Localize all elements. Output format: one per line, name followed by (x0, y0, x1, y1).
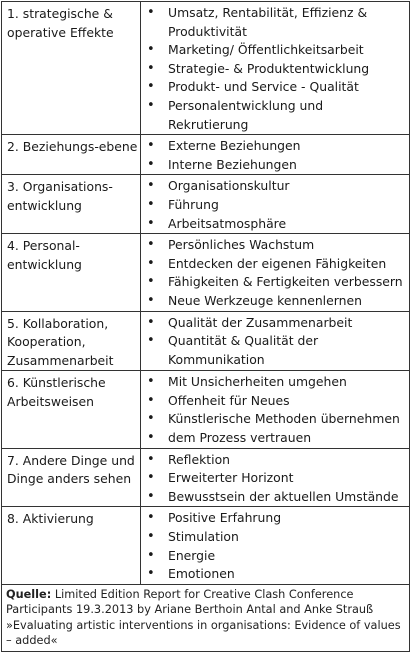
category-cell: 1. strategische & operative Effekte (2, 2, 141, 135)
list-item: • Externe Beziehungen (141, 137, 407, 156)
list-item: • Mit Unsicherheiten umgehen (141, 373, 407, 392)
category-cell: 8. Aktivierung (2, 507, 141, 584)
table-row-8 (2, 507, 410, 584)
list-item: • Marketing/ Öffentlichkeitsarbeit (141, 41, 407, 60)
list-item: • Umsatz, Rentabilität, Effizienz & Produktivität (141, 4, 407, 41)
list-item: • Neue Werkzeuge kennenlernen (141, 292, 407, 311)
list-item: • Erweiterter Horizont (141, 469, 407, 488)
category-cell: 6. Künstlerische Arbeitsweisen (2, 371, 141, 448)
list-item: • Persönliches Wachstum (141, 236, 407, 255)
items-cell (141, 371, 410, 448)
bullet-list (141, 4, 407, 134)
list-item: • Stimulation (141, 528, 407, 547)
source-row (2, 584, 410, 652)
table-row-5 (2, 311, 410, 371)
source-cell (2, 584, 410, 652)
source-label: Quelle: (6, 587, 52, 601)
category-cell: 2. Beziehungs-ebene (2, 135, 141, 175)
bullet-list (141, 451, 407, 507)
table-row-7 (2, 448, 410, 507)
effects-table-document (1, 1, 410, 652)
list-item: • Organisationskultur (141, 177, 407, 196)
list-item: • Personalentwicklung und Rekrutierung (141, 97, 407, 134)
list-item: • Positive Erfahrung (141, 509, 407, 528)
items-cell (141, 2, 410, 135)
list-item: • Emotionen (141, 565, 407, 584)
list-item: • Produkt- und Service - Qualität (141, 78, 407, 97)
items-cell (141, 175, 410, 234)
table-row-2 (2, 135, 410, 175)
bullet-list (141, 373, 407, 447)
category-cell: 7. Andere Dinge und Dinge anders sehen (2, 448, 141, 507)
table-row-6 (2, 371, 410, 448)
table-row-1 (2, 2, 410, 135)
list-item: • Entdecken der eigenen Fähigkeiten (141, 255, 407, 274)
bullet-list (141, 314, 407, 370)
category-cell: 4. Personal-entwicklung (2, 234, 141, 311)
list-item: • Führung (141, 196, 407, 215)
category-cell: 5. Kollaboration, Kooperation, Zusammenarbeit (2, 311, 141, 371)
bullet-list (141, 137, 407, 174)
bullet-list (141, 236, 407, 310)
items-cell (141, 448, 410, 507)
list-item: • dem Prozess vertrauen (141, 429, 407, 448)
bullet-list (141, 177, 407, 233)
list-item: • Künstlerische Methoden übernehmen (141, 410, 407, 429)
list-item: • Reflektion (141, 451, 407, 470)
items-cell (141, 311, 410, 371)
list-item: • Interne Beziehungen (141, 156, 407, 175)
list-item: • Energie (141, 547, 407, 566)
table-row-3 (2, 175, 410, 234)
list-item: • Quantität & Qualität der Kommunikation (141, 332, 407, 369)
items-cell (141, 507, 410, 584)
effects-table-body (2, 2, 410, 652)
list-item: • Offenheit für Neues (141, 392, 407, 411)
items-cell (141, 234, 410, 311)
table-row-4 (2, 234, 410, 311)
source-text: Limited Edition Report for Creative Clash Conference Participants 19.3.2013 by Ariane Berthoin Antal and Anke Strauß »Evaluating artistic interventions in organisations: Evidence of values – added« (6, 587, 401, 648)
items-cell (141, 135, 410, 175)
effects-table (1, 1, 410, 652)
list-item: • Strategie- & Produktentwicklung (141, 60, 407, 79)
list-item: • Qualität der Zusammenarbeit (141, 314, 407, 333)
list-item: • Fähigkeiten & Fertigkeiten verbessern (141, 273, 407, 292)
bullet-list (141, 509, 407, 583)
category-cell: 3. Organisations-entwicklung (2, 175, 141, 234)
list-item: • Arbeitsatmosphäre (141, 215, 407, 234)
list-item: • Bewusstsein der aktuellen Umstände (141, 488, 407, 507)
